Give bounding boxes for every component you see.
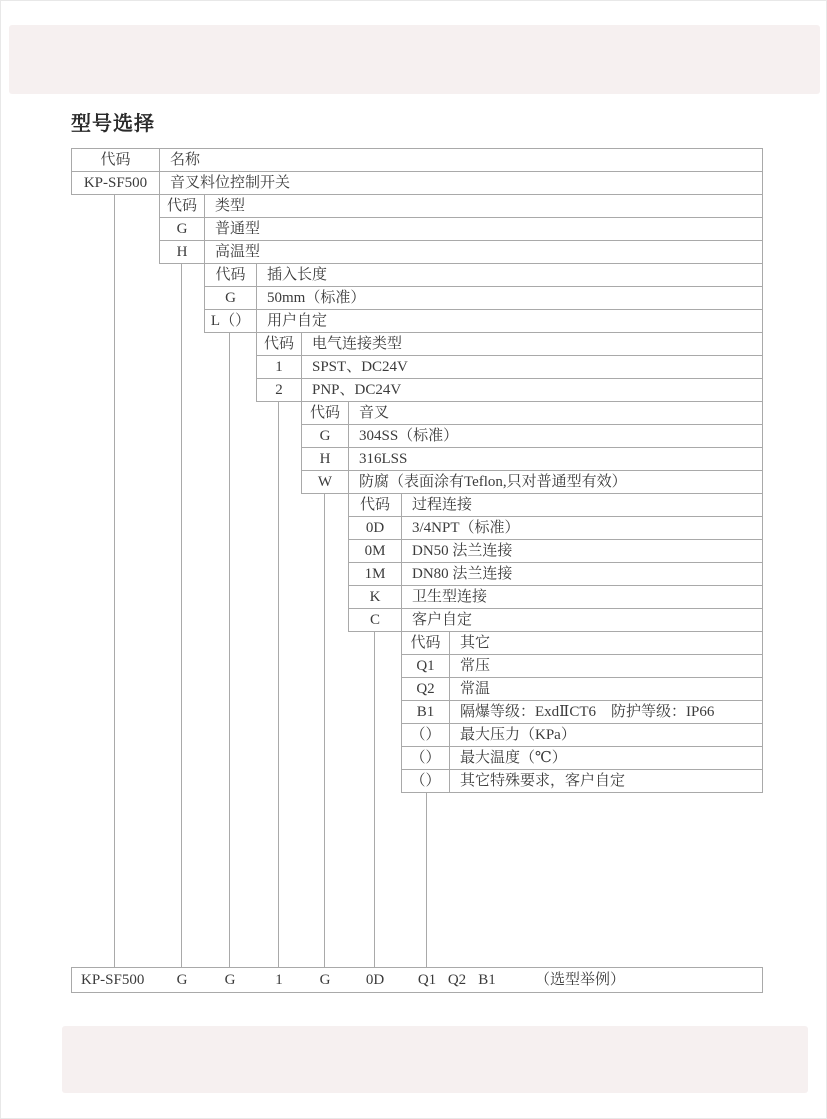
code-cell: 0D <box>349 517 402 539</box>
table-row <box>204 286 763 310</box>
desc-cell: 名称 <box>170 152 201 168</box>
code-cell: 代码 <box>302 402 349 424</box>
table-row <box>401 746 763 770</box>
code-cell: W <box>302 471 349 493</box>
code-cell: Q2 <box>402 678 450 700</box>
table-row <box>256 355 763 379</box>
desc-cell: 3/4NPT（标准） <box>412 520 520 536</box>
table-row <box>301 470 763 494</box>
connector-line <box>426 792 427 968</box>
code-cell: 代码 <box>257 333 302 355</box>
desc-cell: PNP、DC24V <box>312 382 402 398</box>
footer-band <box>62 1026 808 1093</box>
table-row <box>401 700 763 724</box>
code-cell: B1 <box>402 701 450 723</box>
code-cell: 代码 <box>72 149 160 171</box>
desc-cell: 最大压力（KPa） <box>460 727 576 743</box>
table-row <box>401 631 763 655</box>
table-row <box>348 608 763 632</box>
code-cell: 代码 <box>160 195 205 217</box>
code-cell: （） <box>402 747 450 769</box>
table-row <box>348 493 763 517</box>
desc-cell: 其它特殊要求，客户自定 <box>460 773 626 789</box>
example-note: （选型举例） <box>535 972 626 988</box>
table-row <box>348 562 763 586</box>
code-cell: C <box>349 609 402 631</box>
code-cell: 2 <box>257 379 302 401</box>
desc-cell: 最大温度（℃） <box>460 750 567 766</box>
connector-line <box>114 194 115 968</box>
code-cell: （） <box>402 770 450 792</box>
table-row <box>348 516 763 540</box>
connector-line <box>374 631 375 968</box>
code-cell: H <box>302 448 349 470</box>
example-model: KP-SF500 <box>81 972 145 988</box>
desc-cell: 普通型 <box>215 221 261 237</box>
code-cell: 代码 <box>349 494 402 516</box>
example-code-fork: G <box>319 972 331 988</box>
connector-line <box>324 493 325 968</box>
table-row <box>71 171 763 195</box>
connector-line <box>181 263 182 968</box>
desc-cell: SPST、DC24V <box>312 359 408 375</box>
desc-cell: DN80 法兰连接 <box>412 566 513 582</box>
desc-cell: 隔爆等级：ExdⅡCT6 防护等级：IP66 <box>460 704 715 720</box>
desc-cell: 类型 <box>215 198 246 214</box>
table-row <box>159 217 763 241</box>
example-code-type: G <box>176 972 188 988</box>
desc-cell: 插入长度 <box>267 267 328 283</box>
code-cell: L（） <box>205 310 257 332</box>
code-cell: 1 <box>257 356 302 378</box>
table-row <box>159 194 763 218</box>
desc-cell: 其它 <box>460 635 491 651</box>
code-cell: H <box>160 241 205 263</box>
desc-cell: 316LSS <box>359 451 408 467</box>
code-cell: G <box>205 287 257 309</box>
code-cell: G <box>302 425 349 447</box>
table-row <box>301 447 763 471</box>
table-row <box>204 309 763 333</box>
table-row <box>301 424 763 448</box>
table-row <box>401 654 763 678</box>
table-row <box>204 263 763 287</box>
example-code-length: G <box>224 972 236 988</box>
table-row <box>401 677 763 701</box>
desc-cell: 常压 <box>460 658 491 674</box>
connector-line <box>278 401 279 968</box>
table-row <box>401 769 763 793</box>
desc-cell: 音叉料位控制开关 <box>170 175 291 191</box>
connector-line <box>229 332 230 968</box>
example-code-other1: Q1 <box>417 972 437 988</box>
code-cell: （） <box>402 724 450 746</box>
example-code-other2: Q2 <box>447 972 467 988</box>
header-band <box>9 25 820 94</box>
code-cell: K <box>349 586 402 608</box>
desc-cell: 304SS（标准） <box>359 428 459 444</box>
table-row <box>301 401 763 425</box>
desc-cell: 过程连接 <box>412 497 473 513</box>
desc-cell: 防腐（表面涂有Teflon,只对普通型有效） <box>359 474 627 490</box>
desc-cell: 常温 <box>460 681 491 697</box>
example-code-other3: B1 <box>478 972 496 988</box>
table-row <box>348 585 763 609</box>
example-code-electrical: 1 <box>275 972 283 988</box>
page-title: 型号选择 <box>71 113 155 135</box>
table-row <box>71 148 763 172</box>
table-row <box>159 240 763 264</box>
table-row <box>401 723 763 747</box>
desc-cell: 客户自定 <box>412 612 473 628</box>
example-row <box>71 967 763 993</box>
code-cell: 代码 <box>402 632 450 654</box>
code-cell: 0M <box>349 540 402 562</box>
table-row <box>256 378 763 402</box>
desc-cell: 用户自定 <box>267 313 328 329</box>
code-cell: KP-SF500 <box>72 172 160 194</box>
desc-cell: 50mm（标准） <box>267 290 366 306</box>
code-cell: 1M <box>349 563 402 585</box>
desc-cell: 卫生型连接 <box>412 589 488 605</box>
desc-cell: 高温型 <box>215 244 261 260</box>
desc-cell: 电气连接类型 <box>312 336 403 352</box>
table-row <box>348 539 763 563</box>
example-code-process: 0D <box>365 972 385 988</box>
desc-cell: 音叉 <box>359 405 390 421</box>
table-row <box>256 332 763 356</box>
code-cell: 代码 <box>205 264 257 286</box>
desc-cell: DN50 法兰连接 <box>412 543 513 559</box>
code-cell: Q1 <box>402 655 450 677</box>
code-cell: G <box>160 218 205 240</box>
